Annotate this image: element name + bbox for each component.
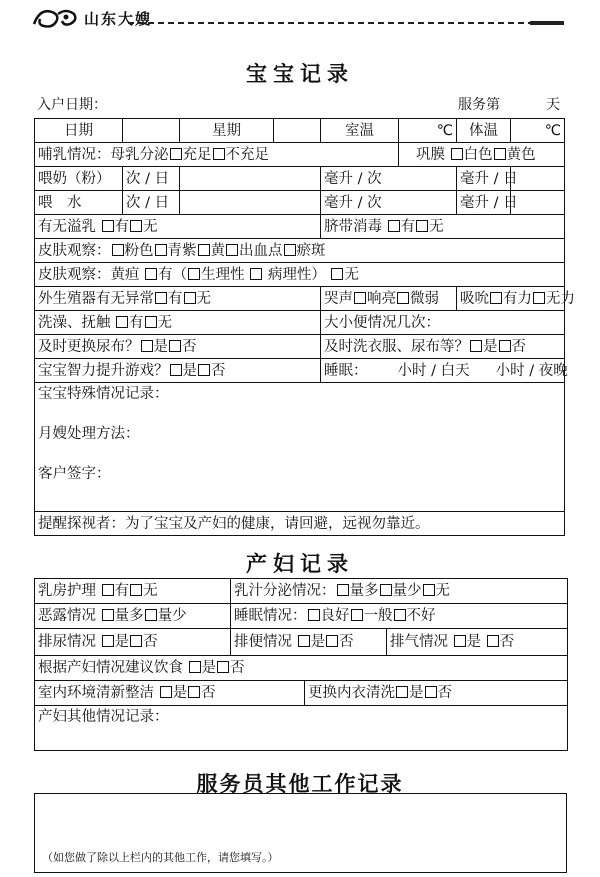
bath-no-checkbox[interactable] <box>145 316 157 328</box>
gas-no-checkbox[interactable] <box>487 635 499 647</box>
option-label: 无力 <box>546 290 575 307</box>
option-label: 是 <box>153 338 168 355</box>
skin-color-cell <box>35 239 565 263</box>
table-row <box>35 359 565 383</box>
option-label: 是 <box>172 685 188 701</box>
option-label: 有力 <box>503 290 532 307</box>
gas-label: 排气情况 <box>390 634 449 650</box>
brand-name: 山东大嫂 <box>84 10 153 28</box>
game-cell <box>35 359 321 383</box>
suck-cell <box>457 287 575 311</box>
option-label: 是 <box>201 660 217 676</box>
option-label: 否 <box>230 660 245 676</box>
genital-label: 外生殖器有无异常 <box>38 290 154 307</box>
option-label: 出血点 <box>239 242 283 259</box>
sclera-cell <box>399 143 565 167</box>
bowel-no-checkbox[interactable] <box>326 635 338 647</box>
feeding-sufficient-checkbox[interactable] <box>170 148 182 160</box>
sclera-white-checkbox[interactable] <box>451 148 463 160</box>
feeding-label: 哺乳情况： <box>38 146 111 163</box>
other-work-title: 服务员其他工作记录 <box>196 771 404 796</box>
clothes-no-checkbox[interactable] <box>499 340 511 352</box>
header-divider-end <box>530 21 564 25</box>
skin-ecchymosis-checkbox[interactable] <box>284 244 296 256</box>
water-ml-per-day-unit: 毫升 / 日 <box>457 191 511 215</box>
table-row <box>35 629 568 656</box>
diet-yes-checkbox[interactable] <box>189 661 201 673</box>
option-label: 量多 <box>114 608 144 624</box>
spit-no-checkbox[interactable] <box>130 220 142 232</box>
navel-yes-checkbox[interactable] <box>388 220 400 232</box>
table-row <box>35 239 565 263</box>
sleep-label: 睡眠： <box>324 362 368 379</box>
genital-no-checkbox[interactable] <box>184 292 196 304</box>
formula-total-field[interactable] <box>511 167 565 191</box>
jaundice-pathological-checkbox[interactable] <box>250 268 262 280</box>
game-no-checkbox[interactable] <box>198 364 210 376</box>
formula-ml-per-time-unit: 毫升 / 次 <box>321 167 457 191</box>
mother-record-title: 产妇记录 <box>246 551 354 576</box>
jaundice-yes-checkbox[interactable] <box>145 268 157 280</box>
gas-cell <box>387 629 568 656</box>
stool-cell[interactable] <box>321 311 565 335</box>
underwear-label: 更换内衣清洗 <box>308 685 396 701</box>
option-label: 不好 <box>406 608 436 624</box>
table-row <box>35 215 565 239</box>
baby-record-table <box>34 118 575 536</box>
suck-label: 吸吮 <box>460 290 489 307</box>
option-label: 否 <box>511 338 526 355</box>
other-work-note: （如您做了除以上栏内的其他工作，请您填写。） <box>42 851 279 864</box>
day-label: 天 <box>546 97 560 113</box>
diet-cell <box>35 656 568 681</box>
table-row <box>35 143 565 167</box>
option-label: 否 <box>339 634 354 650</box>
option-label: 有 <box>114 583 130 599</box>
underwear-yes-checkbox[interactable] <box>396 686 408 698</box>
option-label: 无 <box>143 218 158 235</box>
bowel-label: 排便情况 <box>234 634 293 650</box>
skin-bleeding-checkbox[interactable] <box>226 244 238 256</box>
sleep-good-checkbox[interactable] <box>308 609 320 621</box>
option-label: 是 <box>182 362 197 379</box>
header-divider <box>128 22 564 24</box>
skin-label: 皮肤观察： <box>38 242 111 259</box>
table-row <box>35 656 568 681</box>
option-label: 有（ <box>158 266 188 283</box>
table-row <box>35 119 565 143</box>
navel-no-checkbox[interactable] <box>416 220 428 232</box>
option-label: 病理性） <box>267 266 326 283</box>
spit-label: 有无溢乳 <box>38 218 96 235</box>
diaper-yes-checkbox[interactable] <box>141 340 153 352</box>
genital-cell <box>35 287 321 311</box>
sleep-normal-checkbox[interactable] <box>351 609 363 621</box>
milk-cell <box>231 579 568 604</box>
skin-pink-checkbox[interactable] <box>112 244 124 256</box>
table-row <box>35 287 565 311</box>
body-temp-label: 体温 <box>457 119 511 143</box>
urine-no-checkbox[interactable] <box>130 635 142 647</box>
option-label: 瘀斑 <box>296 242 326 259</box>
breast-care-cell <box>35 579 231 604</box>
table-row <box>35 383 565 512</box>
milk-much-checkbox[interactable] <box>337 584 349 596</box>
option-label: 否 <box>437 685 453 701</box>
water-label: 喂 水 <box>35 191 123 215</box>
option-label: 无 <box>143 583 158 599</box>
diaper-no-checkbox[interactable] <box>169 340 181 352</box>
table-row <box>35 335 565 359</box>
mother-other-label: 产妇其他情况记录： <box>38 709 169 725</box>
underwear-no-checkbox[interactable] <box>425 686 437 698</box>
feeding-insufficient-checkbox[interactable] <box>213 148 225 160</box>
table-row <box>35 311 565 335</box>
lochia-cell <box>35 604 231 629</box>
sleep-day-unit: 小时 / 白天 <box>397 362 470 379</box>
mother-other-record-cell[interactable] <box>35 706 568 751</box>
table-row <box>35 681 568 706</box>
nanny-method-label: 月嫂处理方法： <box>38 426 140 442</box>
option-label: 响亮 <box>367 290 396 307</box>
option-label: 否 <box>211 362 226 379</box>
mother-sleep-cell <box>231 604 568 629</box>
water-total-field[interactable] <box>511 191 565 215</box>
table-row <box>35 512 565 536</box>
option-label: 一般 <box>363 608 393 624</box>
underwear-cell <box>305 681 568 706</box>
weekday-label: 星期 <box>180 119 274 143</box>
clothes-label: 及时洗衣服、尿布等？ <box>324 338 469 355</box>
room-label: 室内环境清新整洁 <box>38 685 154 701</box>
skin-yellow-checkbox[interactable] <box>198 244 210 256</box>
breast-no-checkbox[interactable] <box>130 584 142 596</box>
customer-signature-label: 客户签字： <box>38 466 111 482</box>
option-label: 量多 <box>349 583 379 599</box>
urine-yes-checkbox[interactable] <box>102 635 114 647</box>
date-field[interactable] <box>123 119 180 143</box>
water-ml-per-time-unit: 毫升 / 次 <box>321 191 457 215</box>
cry-cell <box>321 287 457 311</box>
suck-weak-checkbox[interactable] <box>533 292 545 304</box>
option-label: 否 <box>143 634 158 650</box>
option-label: 是 <box>114 634 130 650</box>
option-label: 生理性 <box>201 266 245 283</box>
option-label: 是 <box>310 634 326 650</box>
option-label: 黄 <box>210 242 225 259</box>
table-row <box>35 604 568 629</box>
room-temp-label: 室温 <box>321 119 399 143</box>
option-label: 微弱 <box>410 290 439 307</box>
milk-label: 乳汁分泌情况： <box>234 583 336 599</box>
lochia-little-checkbox[interactable] <box>145 609 157 621</box>
sclera-yellow-checkbox[interactable] <box>494 148 506 160</box>
baby-record-title: 宝宝记录 <box>246 61 354 86</box>
option-label: 有 <box>168 290 183 307</box>
cry-loud-checkbox[interactable] <box>354 292 366 304</box>
option-label: 无 <box>435 583 451 599</box>
option-label: 否 <box>499 634 515 650</box>
option-label: 无 <box>344 266 359 283</box>
spit-cell <box>35 215 321 239</box>
skin-cyanotic-checkbox[interactable] <box>155 244 167 256</box>
bath-label: 洗澡、抚触 <box>38 314 111 331</box>
celsius-unit: ℃ <box>436 122 453 139</box>
option-label: 有 <box>114 218 130 235</box>
bath-yes-checkbox[interactable] <box>116 316 128 328</box>
water-ml-field[interactable] <box>180 191 321 215</box>
option-label: 无 <box>157 314 173 331</box>
celsius-unit: ℃ <box>544 122 561 139</box>
jaundice-no-checkbox[interactable] <box>331 268 343 280</box>
table-row <box>35 191 565 215</box>
bowel-yes-checkbox[interactable] <box>298 635 310 647</box>
bowel-cell <box>231 629 387 656</box>
diaper-label: 及时更换尿布？ <box>38 338 140 355</box>
option-label: 是 <box>466 634 482 650</box>
clothes-cell <box>321 335 565 359</box>
breast-care-label: 乳房护理 <box>38 583 96 599</box>
option-label: 无 <box>196 290 211 307</box>
room-cell <box>35 681 305 706</box>
option-label: 青紫 <box>167 242 197 259</box>
jaundice-cell <box>35 263 565 287</box>
option-label: 白色 <box>463 146 493 163</box>
water-times-unit: 次 / 日 <box>123 191 180 215</box>
mother-sleep-label: 睡眠情况： <box>234 608 307 624</box>
option-label: 良好 <box>320 608 350 624</box>
breast-yes-checkbox[interactable] <box>102 584 114 596</box>
stool-label: 大小便情况几次： <box>324 314 440 331</box>
formula-ml-per-day-unit: 毫升 / 日 <box>457 167 511 191</box>
navel-cell <box>321 215 565 239</box>
milk-none-checkbox[interactable] <box>423 584 435 596</box>
option-label: 是 <box>409 685 424 701</box>
option-label: 粉色 <box>124 242 154 259</box>
formula-label: 喂奶（粉） <box>35 167 123 191</box>
table-row <box>35 579 568 604</box>
diet-label: 根据产妇情况建议饮食 <box>38 660 183 676</box>
jaundice-physiological-checkbox[interactable] <box>188 268 200 280</box>
option-label: 黄色 <box>506 146 536 163</box>
spit-yes-checkbox[interactable] <box>102 220 114 232</box>
sleep-bad-checkbox[interactable] <box>394 609 406 621</box>
skin-label: 皮肤观察： <box>38 266 111 283</box>
table-row <box>35 263 565 287</box>
special-record-cell[interactable] <box>35 383 565 512</box>
weekday-field[interactable] <box>274 119 321 143</box>
sleep-night-unit: 小时 / 夜晚 <box>495 362 568 379</box>
table-row <box>35 167 565 191</box>
genital-yes-checkbox[interactable] <box>155 292 167 304</box>
diaper-cell <box>35 335 321 359</box>
room-no-checkbox[interactable] <box>188 686 200 698</box>
option-label: 有 <box>400 218 416 235</box>
feeding-cell <box>35 143 399 167</box>
bath-cell <box>35 311 321 335</box>
option-label: 量少 <box>392 583 422 599</box>
formula-ml-field[interactable] <box>180 167 321 191</box>
cry-weak-checkbox[interactable] <box>397 292 409 304</box>
diet-no-checkbox[interactable] <box>217 661 229 673</box>
option-label: 量少 <box>157 608 187 624</box>
brand-logo-icon <box>30 6 80 30</box>
option-label: 充足 <box>182 146 212 163</box>
service-day-label: 服务第 <box>458 97 500 113</box>
option-label: 否 <box>182 338 197 355</box>
date-label: 日期 <box>35 119 123 143</box>
game-yes-checkbox[interactable] <box>170 364 182 376</box>
check-in-date-label: 入户日期： <box>37 97 107 113</box>
urine-cell <box>35 629 231 656</box>
clothes-yes-checkbox[interactable] <box>470 340 482 352</box>
option-label: 不充足 <box>225 146 269 163</box>
milk-little-checkbox[interactable] <box>380 584 392 596</box>
lochia-label: 恶露情况 <box>38 608 96 624</box>
option-label: 有 <box>129 314 144 331</box>
special-record-label: 宝宝特殊情况记录： <box>38 386 169 402</box>
formula-times-unit: 次 / 日 <box>123 167 180 191</box>
option-label: 是 <box>483 338 498 355</box>
room-temp-field[interactable] <box>399 119 457 143</box>
visitor-reminder: 提醒探视者：为了宝宝及产妇的健康，请回避，远视勿靠近。 <box>35 512 565 536</box>
table-row <box>35 706 568 751</box>
sclera-label: 巩膜 <box>416 146 445 163</box>
room-yes-checkbox[interactable] <box>160 686 172 698</box>
body-temp-field[interactable] <box>511 119 565 143</box>
suck-strong-checkbox[interactable] <box>490 292 502 304</box>
feeding-text: 母乳分泌 <box>110 146 169 163</box>
gas-yes-checkbox[interactable] <box>454 635 466 647</box>
mother-record-table <box>34 578 568 751</box>
urine-label: 排尿情况 <box>38 634 96 650</box>
jaundice-label: 黄疸 <box>110 266 140 283</box>
lochia-much-checkbox[interactable] <box>102 609 114 621</box>
cry-label: 哭声 <box>324 290 353 307</box>
navel-label: 脐带消毒 <box>324 218 382 235</box>
option-label: 无 <box>429 218 444 235</box>
option-label: 否 <box>201 685 216 701</box>
sleep-cell[interactable] <box>321 359 568 383</box>
game-label: 宝宝智力提升游戏？ <box>38 362 169 379</box>
